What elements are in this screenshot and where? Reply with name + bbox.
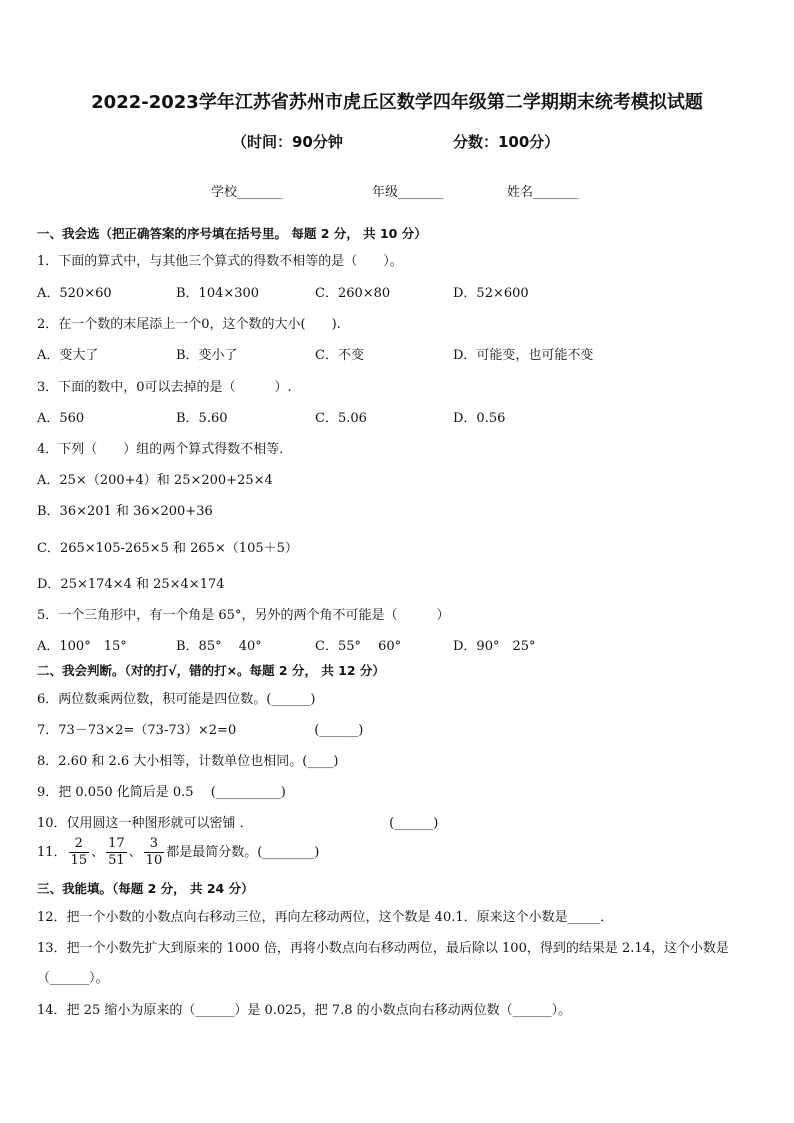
- q5-option-a: A．100° 15°: [37, 639, 127, 654]
- q1-option-b: B．104×300: [176, 286, 260, 301]
- page-title: 2022-2023学年江苏省苏州市虎丘区数学四年级第二学期期末统考模拟试题: [91, 92, 703, 113]
- q1-option-a: A．520×60: [37, 286, 112, 301]
- grade-field: 年级_______: [372, 185, 444, 200]
- q3-option-d: D．0.56: [453, 411, 506, 426]
- q2-option-d: D．可能变，也可能不变: [453, 348, 594, 363]
- section-2-heading: 二、我会判断。（对的打√，错的打×。每题 2 分， 共 12 分）: [37, 663, 385, 678]
- question-7: 7．73－73×2=（73-73）×2=0 (______): [37, 723, 364, 738]
- q2-option-a: A．变大了: [37, 348, 99, 363]
- fraction-3-10: [144, 836, 165, 869]
- question-10: 10．仅用圆这一种图形就可以密铺 ． (______): [37, 816, 439, 831]
- school-field: 学校_______: [211, 185, 283, 200]
- question-9: 9．把 0.050 化简后是 0.5 (__________): [37, 785, 286, 800]
- question-12: 12．把一个小数的小数点向右移动三位，再向左移动两位，这个数是 40.1．原来这个小数是_____．: [37, 910, 614, 925]
- question-1: 1．下面的算式中，与其他三个算式的得数不相等的是（ ）。: [37, 254, 403, 269]
- name-field: 姓名_______: [507, 185, 579, 200]
- q1-option-c: C．260×80: [315, 286, 391, 301]
- fraction-17-51: [106, 836, 127, 869]
- q11-separator: 、: [128, 845, 142, 860]
- fraction-numerator: 17: [108, 836, 125, 851]
- exam-score: 分数：100分）: [453, 133, 560, 151]
- fraction-denominator: 51: [108, 853, 125, 868]
- q3-option-b: B．5.60: [176, 411, 228, 426]
- section-1-heading: 一、我会选（把正确答案的序号填在括号里。 每题 2 分， 共 10 分）: [37, 226, 427, 241]
- fraction-numerator: 2: [69, 836, 90, 853]
- q2-option-b: B．变小了: [176, 348, 238, 363]
- q4-option-b: B．36×201 和 36×200+36: [37, 504, 213, 519]
- question-8: 8．2.60 和 2.6 大小相等，计数单位也相同。(____): [37, 754, 339, 769]
- question-6: 6．两位数乘两位数，积可能是四位数。(______): [37, 692, 316, 707]
- q3-option-a: A．560: [37, 411, 85, 426]
- q5-option-c: C．55° 60°: [315, 639, 402, 654]
- q11-prefix: 11．: [37, 845, 67, 860]
- question-13: 13．把一个小数先扩大到原来的 1000 倍，再将小数点向右移动两位，最后除以 100，得到的结果是 2.14，这个小数是: [37, 941, 729, 956]
- q11-suffix: 都是最简分数。(________): [166, 845, 320, 860]
- q2-option-c: C．不变: [315, 348, 364, 363]
- q11-separator: 、: [91, 845, 105, 860]
- section-3-heading: 三、我能填。（每题 2 分， 共 24 分）: [37, 881, 254, 896]
- fraction-numerator: 3: [144, 836, 165, 853]
- exam-time: （时间：90分钟: [232, 133, 343, 151]
- q4-option-d: D．25×174×4 和 25×4×174: [37, 577, 225, 592]
- q5-option-b: B．85° 40°: [176, 639, 262, 654]
- q1-option-d: D．52×600: [453, 286, 529, 301]
- fraction-denominator: 15: [70, 853, 88, 868]
- q3-option-c: C．5.06: [315, 411, 367, 426]
- question-3: 3．下面的数中，0可以去掉的是（ ）.: [37, 380, 292, 395]
- q5-option-d: D．90° 25°: [453, 639, 536, 654]
- question-13-answer: （______）。: [37, 971, 109, 986]
- question-11: [37, 836, 319, 869]
- question-2: 2．在一个数的末尾添上一个0，这个数的大小( ).: [37, 317, 341, 332]
- q4-option-c: C．265×105-265×5 和 265×（105＋5）: [37, 541, 298, 556]
- question-5: 5．一个三角形中，有一个角是 65°，另外的两个角不可能是（ ）: [37, 608, 450, 623]
- fraction-denominator: 10: [145, 853, 163, 868]
- q4-option-a: A．25×（200+4）和 25×200+25×4: [37, 473, 273, 488]
- question-4: 4．下列（ ）组的两个算式得数不相等．: [37, 442, 293, 457]
- fraction-2-15: [69, 836, 90, 869]
- question-14: 14．把 25 缩小为原来的（______）是 0.025，把 7.8 的小数点向右移动两位数（______）。: [37, 1003, 572, 1018]
